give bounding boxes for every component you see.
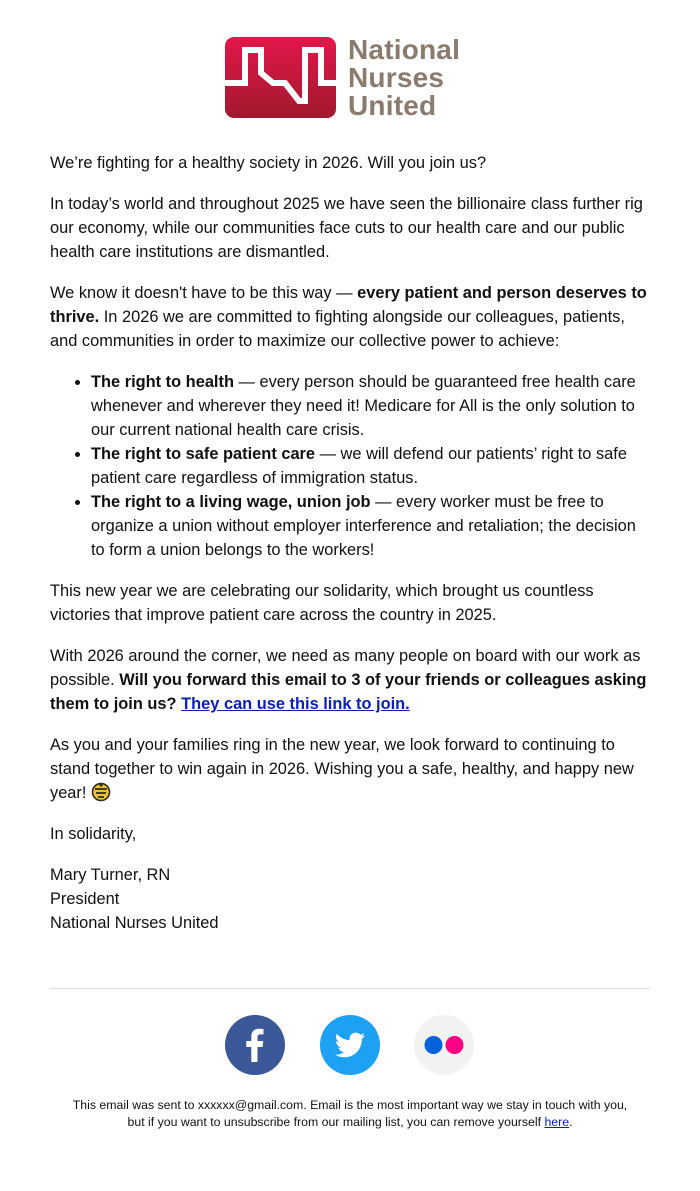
forward-ask: Will you forward this email to 3 of your friends or colleagues asking them to join us? — [50, 671, 647, 713]
social-links — [225, 1015, 475, 1075]
right-title: The right to health — [91, 373, 234, 391]
right-text: — every worker must be free to organize a union without employer interference and retaliation; the decision to form a union belongs to the workers! — [91, 493, 636, 559]
paragraph-commitment — [50, 281, 654, 353]
commitment-text-start: We know it doesn't have to be this way — — [50, 284, 358, 302]
paragraph-economy: In today’s world and throughout 2025 we have seen the billionaire class further rig our economy, while our communities face cuts to our health care and our public health care institutions are dismantled. — [50, 195, 643, 261]
forward-text: With 2026 around the corner, we need as many people on board with our work as possible. — [50, 647, 641, 689]
footer-divider — [50, 988, 650, 989]
message-content — [50, 151, 654, 935]
signature-org: National Nurses United — [50, 914, 219, 932]
org-name-line1: National — [348, 34, 461, 65]
rights-list — [50, 370, 654, 562]
right-title: The right to safe patient care — [91, 445, 316, 463]
unsubscribe-link[interactable]: here — [544, 1115, 570, 1129]
party-popper-icon — [91, 782, 111, 802]
org-name — [348, 36, 460, 120]
intro-paragraph: We’re fighting for a healthy society in 2026. Will you join us? — [50, 154, 487, 172]
twitter-icon — [320, 1015, 380, 1075]
flickr-icon — [414, 1015, 474, 1075]
commitment-emphasis: every patient and person deserves to thrive. — [50, 284, 647, 326]
paragraph-new-year — [50, 733, 654, 805]
right-text: — every person should be guaranteed free health care whenever and wherever they need it! Medicare for All is the only solution to our current national health care crisis. — [91, 373, 636, 439]
signature-title: President — [50, 890, 120, 908]
new-year-text: As you and your families ring in the new year, we look forward to continuing to stand together to win again in 2026. Wishing you a safe, healthy, and happy new year! — [50, 736, 634, 802]
paragraph-forward — [50, 644, 654, 716]
flickr-button[interactable] — [414, 1015, 474, 1075]
facebook-button[interactable] — [225, 1015, 285, 1075]
org-name-line3: United — [348, 90, 437, 121]
footer-line1: This email was sent to xxxxxx@gmail.com. Email is the most important way we stay in touch with you, — [72, 1098, 628, 1112]
nnu-logo-icon — [225, 37, 336, 118]
footer-unsubscribe-text: but if you want to unsubscribe from our mailing list, you can remove yourself — [127, 1115, 545, 1129]
right-title: The right to a living wage, union job — [91, 493, 371, 511]
footer-period: . — [569, 1115, 573, 1129]
twitter-button[interactable] — [320, 1015, 380, 1075]
footer-notice — [50, 1097, 650, 1131]
signature-block — [50, 863, 654, 935]
signature-name: Mary Turner, RN — [50, 866, 171, 884]
list-item — [91, 490, 654, 562]
facebook-icon — [225, 1015, 285, 1075]
org-name-line2: Nurses — [348, 62, 445, 93]
paragraph-solidarity: This new year we are celebrating our solidarity, which brought us countless victories that improve patient care across the country in 2025. — [50, 582, 594, 624]
join-link[interactable]: They can use this link to join. — [181, 695, 410, 713]
nnu-logo[interactable] — [225, 34, 461, 121]
closing: In solidarity, — [50, 825, 137, 843]
commitment-text-end: In 2026 we are committed to fighting alongside our colleagues, patients, and communities in order to maximize our collective power to achieve: — [50, 308, 625, 350]
list-item — [91, 442, 654, 490]
footer-line2 — [50, 1114, 650, 1131]
right-text: — we will defend our patients’ right to safe patient care regardless of immigration status. — [91, 445, 627, 487]
list-item — [91, 370, 654, 442]
